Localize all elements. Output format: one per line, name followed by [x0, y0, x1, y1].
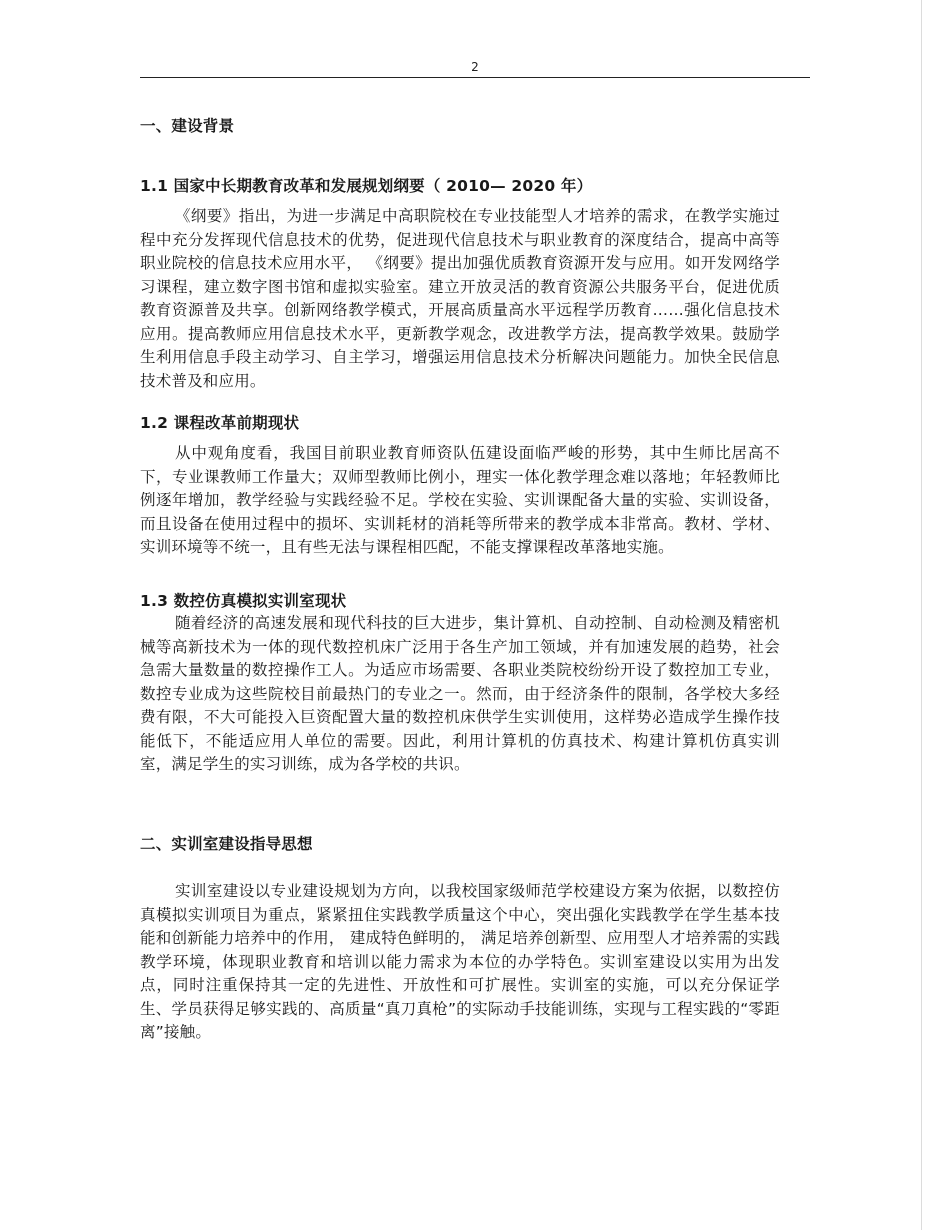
paragraph-1-1: 《纲要》指出，为进一步满足中高职院校在专业技能型人才培养的需求，在教学实施过程中充分发挥现代信息技术的优势，促进现代信息技术与职业教育的深度结合，提高中高等职业院校的信息技术应用水平， 《纲要》提出加强优质教育资源开发与应用。如开发网络学习课程，建立数字图书馆和虚拟实验室。建立开放灵活的教育资源公共服务平台，促进优质教育资源普及共享。创新网络教学模式，开展高质量高水平远程学历教育……强化信息技术应用。提高教师应用信息技术水平，更新教学观念，改进教学方法，提高教学效果。鼓励学生利用信息手段主动学习、自主学习，增强运用信息技术分析解决问题能力。加快全民信息技术普及和应用。: [140, 207, 780, 390]
header-rule: [140, 77, 810, 78]
page-number: 2: [471, 60, 479, 74]
subsection-title-1-3: 1.3 数控仿真模拟实训室现状: [140, 592, 347, 610]
page-edge-line: [921, 0, 922, 1230]
paragraph-1-2: 从中观角度看，我国目前职业教育师资队伍建设面临严峻的形势，其中生师比居高不下，专业课教师工作量大；双师型教师比例小，理实一体化教学理念难以落地；年轻教师比例逐年增加，教学经验与实践经验不足。学校在实验、实训课配备大量的实验、实训设备，而且设备在使用过程中的损坏、实训耗材的消耗等所带来的教学成本非常高。教材、学材、实训环境等不统一，且有些无法与课程相匹配，不能支撑课程改革落地实施。: [140, 444, 780, 556]
paragraph-2: 实训室建设以专业建设规划为方向，以我校国家级师范学校建设方案为依据，以数控仿真模拟实训项目为重点，紧紧扭住实践教学质量这个中心，突出强化实践教学在学生基本技能和创新能力培养中的作用， 建成特色鲜明的， 满足培养创新型、应用型人才培养需的实践教学环境，体现职业教育和培训以能力需求为本位的办学特色。实训室建设以实用为出发点，同时注重保持其一定的先进性、开放性和可扩展性。实训室的实施，可以充分保证学生、学员获得足够实践的、高质量“真刀真枪”的实际动手技能训练，实现与工程实践的“零距离”接触。: [140, 882, 780, 1041]
section-heading-background: 一、建设背景: [140, 117, 235, 135]
section-heading-guiding-principle: 二、实训室建设指导思想: [140, 835, 313, 853]
paragraph-1-3: 随着经济的高速发展和现代科技的巨大进步，集计算机、自动控制、自动检测及精密机械等高新技术为一体的现代数控机床广泛用于各生产加工领域，并有加速发展的趋势，社会急需大量数量的数控操作工人。为适应市场需要、各职业类院校纷纷开设了数控加工专业，数控专业成为这些院校目前最热门的专业之一。然而，由于经济条件的限制，各学校大多经费有限，不大可能投入巨资配置大量的数控机床供学生实训使用，这样势必造成学生操作技能低下，不能适应用人单位的需要。因此，利用计算机的仿真技术、构建计算机仿真实训室，满足学生的实习训练，成为各学校的共识。: [140, 614, 780, 773]
subsection-title-1-1: 1.1 国家中长期教育改革和发展规划纲要（ 2010— 2020 年）: [140, 177, 593, 195]
subsection-title-1-2: 1.2 课程改革前期现状: [140, 414, 300, 432]
